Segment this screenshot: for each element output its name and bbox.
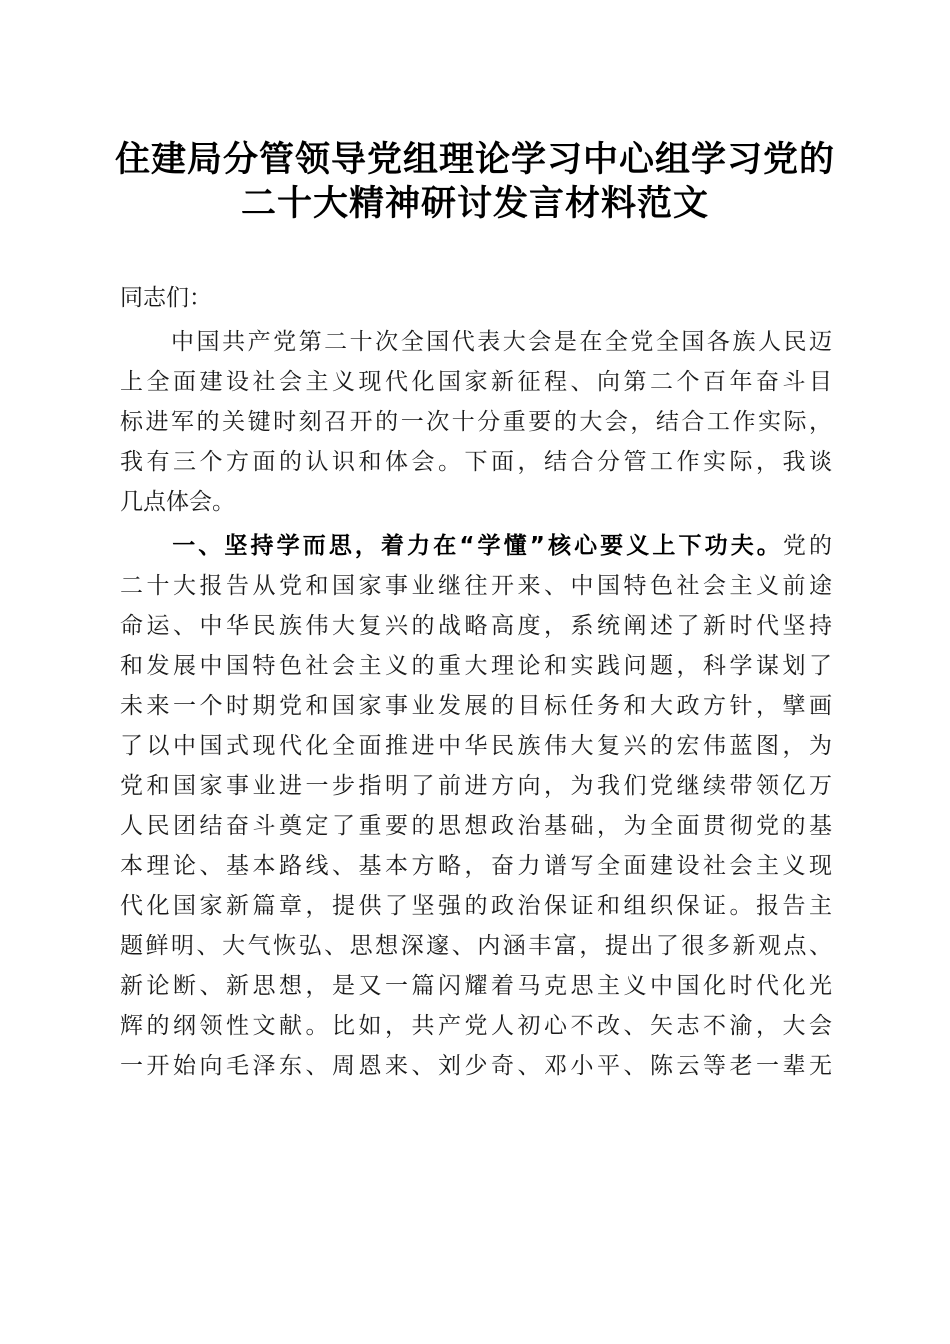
paragraph-line: 新论断、新思想，是又一篇闪耀着马克思主义中国化时代化光	[120, 973, 832, 999]
section-1-first-line	[120, 526, 832, 566]
paragraph-line: 人民团结奋斗奠定了重要的思想政治基础，为全面贯彻党的基	[120, 813, 832, 839]
title-line-1: 住建局分管领导党组理论学习中心组学习党的	[114, 139, 835, 180]
paragraph-line: 标进军的关键时刻召开的一次十分重要的大会，结合工作实际，	[120, 409, 832, 435]
paragraph-line: 命运、中华民族伟大复兴的战略高度，系统阐述了新时代坚持	[120, 613, 832, 639]
greeting: 同志们：	[120, 285, 212, 311]
paragraph-line: 了以中国式现代化全面推进中华民族伟大复兴的宏伟蓝图，为	[120, 733, 832, 759]
paragraph-line: 党和国家事业进一步指明了前进方向，为我们党继续带领亿万	[120, 773, 832, 799]
paragraph-line: 几点体会。	[120, 489, 235, 515]
paragraph-line: 中国共产党第二十次全国代表大会是在全党全国各族人民迈	[120, 329, 832, 355]
section-1-heading: 一、坚持学而思，着力在“学懂”核心要义上下功夫。	[120, 533, 783, 559]
paragraph-line: 未来一个时期党和国家事业发展的目标任务和大政方针，擘画	[120, 693, 832, 719]
paragraph-line: 上全面建设社会主义现代化国家新征程、向第二个百年奋斗目	[120, 369, 832, 395]
paragraph-intro	[120, 322, 832, 522]
paragraph-line: 辉的纲领性文献。比如，共产党人初心不改、矢志不渝，大会	[120, 1013, 832, 1039]
paragraph-line: 我有三个方面的认识和体会。下面，结合分管工作实际，我谈	[120, 449, 832, 475]
paragraph-line: 代化国家新篇章，提供了坚强的政治保证和组织保证。报告主	[120, 893, 832, 919]
paragraph-line: 二十大报告从党和国家事业继往开来、中国特色社会主义前途	[120, 573, 832, 599]
section-1-first-line-rest: 党的	[782, 533, 833, 559]
document-body	[120, 278, 832, 1090]
document-title	[80, 138, 870, 226]
paragraph-line: 题鲜明、大气恢弘、思想深邃、内涵丰富，提出了很多新观点、	[120, 933, 832, 959]
paragraph-line: 一开始向毛泽东、周恩来、刘少奇、邓小平、陈云等老一辈无	[120, 1053, 832, 1079]
paragraph-line: 和发展中国特色社会主义的重大理论和实践问题，科学谋划了	[120, 653, 832, 679]
paragraph-line: 本理论、基本路线、基本方略，奋力谱写全面建设社会主义现	[120, 853, 832, 879]
title-line-2: 二十大精神研讨发言材料范文	[240, 183, 709, 224]
section-1	[120, 526, 832, 1086]
